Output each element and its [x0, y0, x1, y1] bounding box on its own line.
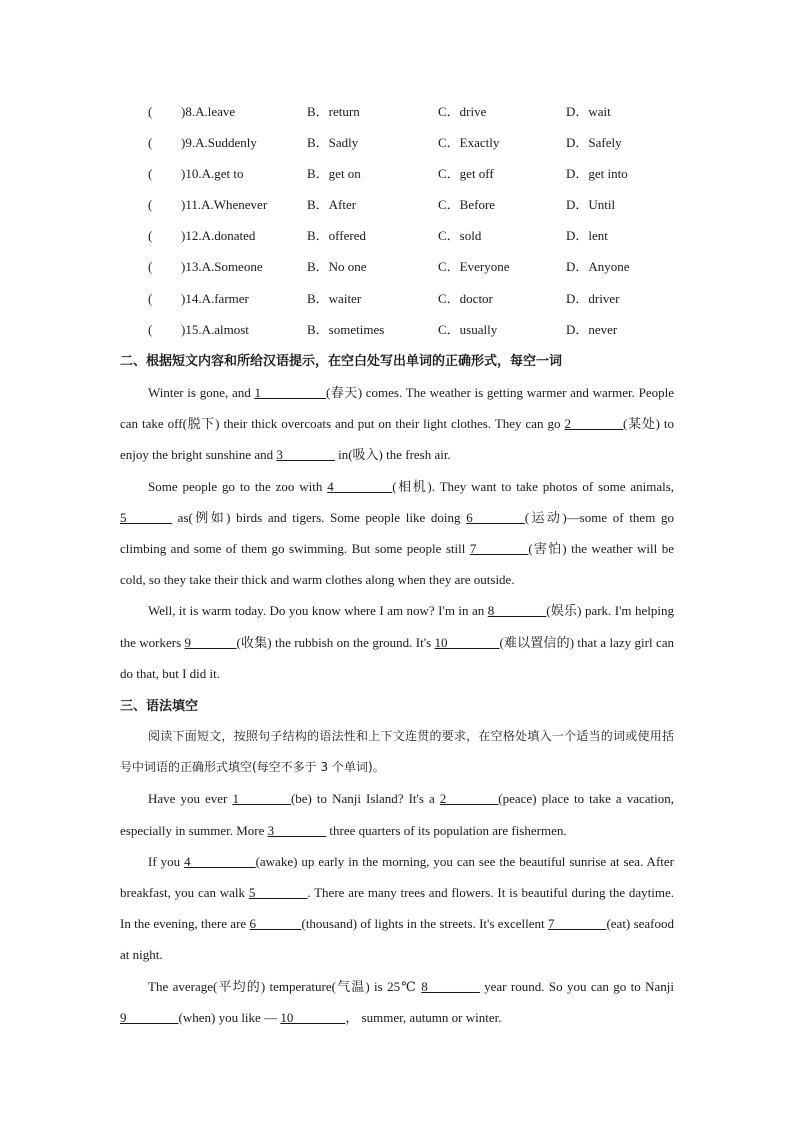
option-a: )13.A.Someone	[181, 259, 263, 275]
text: three quarters of its population are fishermen.	[326, 822, 567, 838]
blank-3[interactable]: 3________	[267, 822, 327, 838]
answer-paren[interactable]: (	[148, 259, 153, 275]
section-3-instructions: 阅读下面短文，按照句子结构的语法性和上下文连贯的要求，在空格处填入一个适当的词或使用括号中词语的正确形式填空(每空不多于 3 个单词)。	[120, 729, 674, 775]
text: (eat) seafood at night.	[120, 916, 674, 963]
text: . There are many trees and flowers. It is beautiful during the daytime. In the evening, there are	[120, 885, 675, 932]
option-a: )11.A.Whenever	[181, 197, 268, 213]
answer-paren[interactable]: (	[148, 197, 153, 213]
text: (难以置信的) that a lazy girl can do that, but I did it.	[120, 634, 675, 681]
text: year round. So you can go to Nanji	[479, 978, 674, 994]
option-d: D．wait	[566, 104, 611, 119]
option-a: )12.A.donated	[181, 228, 256, 244]
text: (peace) place to take a vacation, especially in summer. More	[120, 791, 674, 838]
section-3-title: 三、语法填空	[120, 699, 199, 714]
mcq-item-11	[148, 194, 708, 225]
passage-paragraph	[120, 471, 674, 596]
text: (thousand) of lights in the streets. It's excellent	[301, 916, 548, 932]
mcq-item-9	[148, 132, 708, 163]
blank-8[interactable]: 8________	[421, 978, 480, 994]
text: (be) to Nanji Island? It's a	[290, 791, 440, 807]
option-a: )9.A.Suddenly	[181, 135, 257, 151]
section-2-passage	[120, 377, 674, 689]
mcq-item-14	[148, 288, 708, 319]
text: (运动)—some of them go climbing and some of them go swimming. But some people still	[120, 509, 674, 557]
mcq-item-10	[148, 163, 708, 194]
option-d: D．lent	[566, 228, 608, 244]
blank-10[interactable]: 10________	[280, 1009, 346, 1025]
blank-10[interactable]: 10________	[434, 634, 500, 650]
text: Well, it is warm today. Do you know where I am now? I'm in an	[148, 603, 488, 619]
text: (相机). They want to take photos of some animals,	[392, 478, 675, 494]
option-c: C．Exactly	[438, 135, 500, 151]
text: (娱乐) park. I'm helping the workers	[120, 603, 674, 650]
option-b: B．offered	[307, 228, 366, 244]
text: (某处) to enjoy the bright sunshine and	[120, 416, 674, 463]
section-3-passage	[120, 721, 674, 1033]
option-b: B．get on	[307, 166, 361, 182]
answer-paren[interactable]: (	[148, 135, 153, 151]
blank-4[interactable]: 4__________	[184, 853, 256, 869]
option-d: D．get into	[566, 166, 628, 182]
text: (awake) up early in the morning, you can see the beautiful sunrise at sea. After breakfast, you can walk	[120, 853, 674, 901]
text: ， summer, autumn or winter.	[345, 1009, 502, 1025]
option-d: D．Anyone	[566, 259, 630, 275]
blank-1[interactable]: 1________	[232, 791, 291, 807]
option-c: C．Everyone	[438, 259, 510, 275]
section-2-title: 二、根据短文内容和所给汉语提示，在空白处写出单词的正确形式，每空一词	[120, 354, 563, 369]
answer-paren[interactable]: (	[148, 290, 153, 306]
answer-paren[interactable]: (	[148, 321, 153, 337]
option-b: B．Sadly	[307, 135, 359, 151]
option-b: B．After	[307, 197, 357, 213]
text: (春天) comes. The weather is getting warmer and warmer. People can take off(脱下) their thick overcoats and put on their light clothes. They can go	[120, 385, 674, 432]
option-a: )10.A.get to	[181, 166, 244, 182]
text: in(吸入) the fresh air.	[334, 447, 451, 463]
blank-6[interactable]: 6________	[466, 509, 525, 525]
option-b: B．return	[307, 104, 360, 119]
option-c: C．usually	[438, 321, 498, 337]
passage-paragraph	[120, 595, 674, 689]
option-a: )8.A.leave	[181, 104, 236, 119]
text: The average(平均的) temperature(气温) is 25℃	[148, 978, 422, 994]
blank-1[interactable]: 1__________	[254, 385, 326, 400]
option-c: C．Before	[438, 197, 496, 213]
text: (when) you like —	[178, 1009, 281, 1025]
option-a: )14.A.farmer	[181, 290, 249, 306]
passage-paragraph	[120, 377, 674, 471]
option-c: C．doctor	[438, 290, 493, 306]
mcq-item-15	[148, 319, 708, 350]
blank-2[interactable]: 2________	[564, 416, 624, 432]
text: Some people go to the zoo with	[148, 478, 328, 494]
multiple-choice-list	[148, 101, 708, 350]
option-b: B．No one	[307, 259, 367, 275]
blank-9[interactable]: 9_______	[184, 634, 237, 650]
blank-2[interactable]: 2________	[439, 791, 499, 807]
text: Have you ever	[148, 791, 233, 807]
blank-4[interactable]: 4_________	[327, 478, 393, 494]
option-c: C．drive	[438, 104, 487, 119]
answer-paren[interactable]: (	[148, 104, 153, 119]
text: (害怕) the weather will be cold, so they take their thick and warm clothes along when they are outside.	[120, 541, 674, 588]
text: as(例如) birds and tigers. Some people like doing	[172, 509, 467, 525]
option-d: D．never	[566, 321, 618, 337]
text: If you	[148, 853, 185, 869]
passage-paragraph	[120, 971, 674, 1033]
text: Winter is gone, and	[148, 385, 255, 400]
mcq-item-12	[148, 225, 708, 256]
text: (收集) the rubbish on the ground. It's	[236, 634, 435, 650]
blank-9[interactable]: 9________	[120, 1009, 179, 1025]
mcq-item-13	[148, 256, 708, 287]
blank-5[interactable]: 5________	[248, 885, 308, 901]
option-c: C．sold	[438, 228, 482, 244]
passage-paragraph	[120, 846, 674, 971]
option-b: B．waiter	[307, 290, 362, 306]
blank-3[interactable]: 3________	[276, 447, 335, 463]
answer-paren[interactable]: (	[148, 166, 153, 182]
blank-7[interactable]: 7________	[469, 541, 529, 557]
blank-8[interactable]: 8________	[487, 603, 547, 619]
option-c: C．get off	[438, 166, 494, 182]
option-d: D．Safely	[566, 135, 622, 151]
answer-paren[interactable]: (	[148, 228, 153, 244]
option-a: )15.A.almost	[181, 321, 249, 337]
mcq-item-8	[148, 101, 708, 132]
blank-5[interactable]: 5_______	[120, 509, 172, 525]
blank-7[interactable]: 7________	[547, 916, 607, 932]
passage-paragraph	[120, 783, 674, 845]
option-d: D．driver	[566, 290, 620, 306]
blank-6[interactable]: 6_______	[249, 916, 302, 932]
option-d: D．Until	[566, 197, 616, 213]
option-b: B．sometimes	[307, 321, 385, 337]
